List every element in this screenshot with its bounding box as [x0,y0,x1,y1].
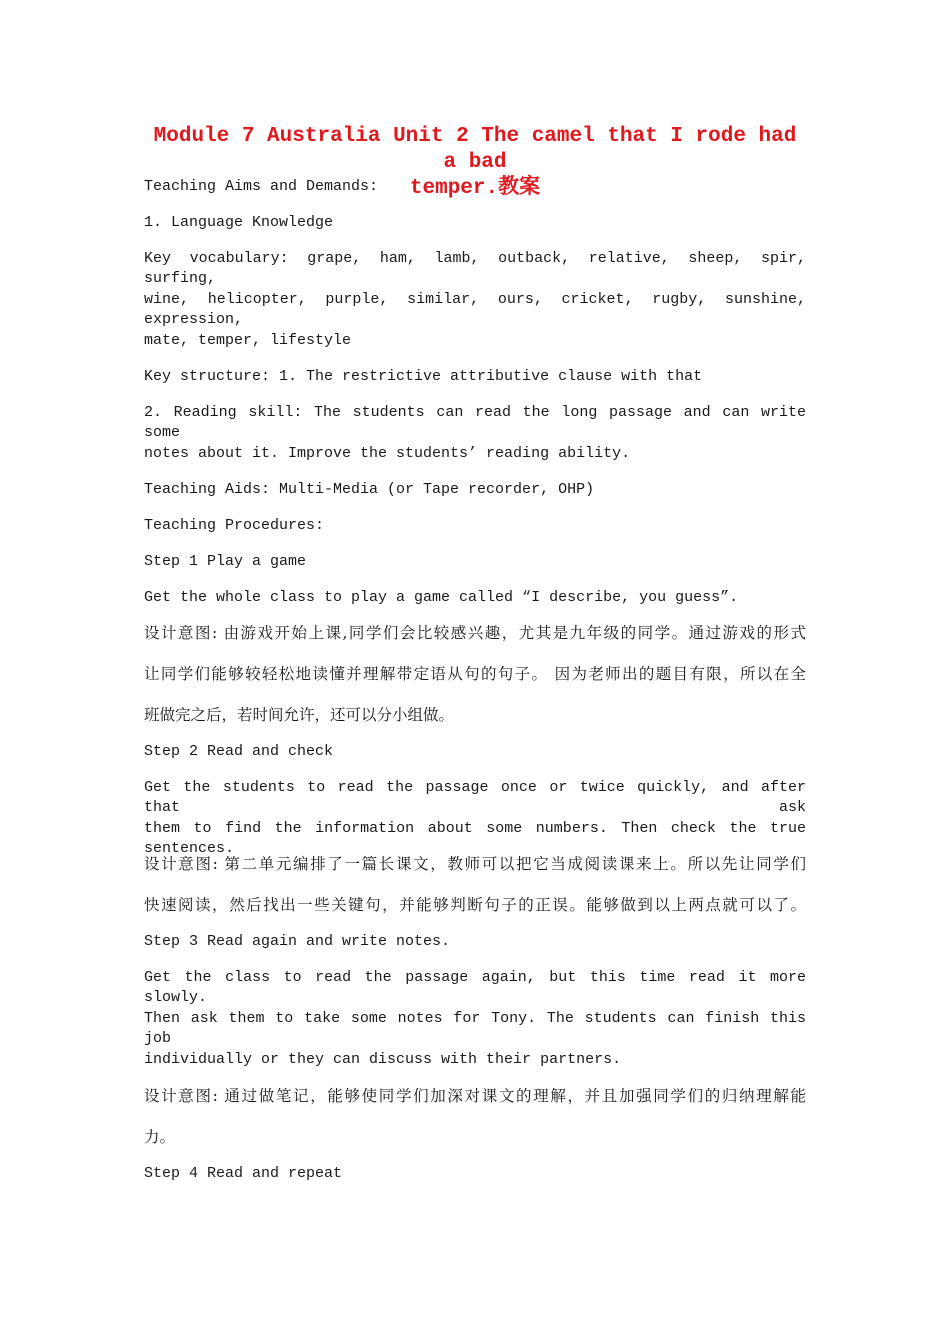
key-structure: Key structure: 1. The restrictive attributive clause with that [144,368,703,385]
design-note-3-line-2: 力。 [144,1128,176,1146]
vocabulary-line-1: Key vocabulary: grape, ham, lamb, outback, relative, sheep, spir, surfing, [144,250,806,287]
title-line-1: Module 7 Australia Unit 2 The camel that I rode had a bad [153,125,797,174]
title-line-2: temper.教案 [409,177,541,200]
step-2-heading: Step 2 Read and check [144,743,334,760]
step-3-text-line-3: individually or they can discuss with their partners. [144,1051,622,1068]
design-note-3-line-1: 设计意图: 通过做笔记，能够使同学们加深对课文的理解，并且加强同学们的归纳理解能 [144,1087,806,1105]
step-3-text-line-1: Get the class to read the passage again, but this time read it more slowly. [144,969,806,1006]
aims-heading: Teaching Aims and Demands: [144,178,379,195]
vocabulary-line-3: mate, temper, lifestyle [144,332,352,349]
design-note-1-line-2: 让同学们能够较轻松地读懂并理解带定语从句的句子。 因为老师出的题目有限，所以在全 [144,665,806,683]
procedures-heading: Teaching Procedures: [144,517,325,534]
step-1-text: Get the whole class to play a game called “I describe, you guess”. [144,589,739,606]
design-note-1-line-3: 班做完之后，若时间允许，还可以分小组做。 [144,706,455,724]
step-3-text-line-2: Then ask them to take some notes for Tony. The students can finish this job [144,1010,806,1047]
step-2-text-line-2: them to find the information about some numbers. Then check the true sentences. [144,820,806,857]
reading-skill-line-1: 2. Reading skill: The students can read the long passage and can write some [144,404,806,441]
design-note-1-line-1: 设计意图: 由游戏开始上课,同学们会比较感兴趣，尤其是九年级的同学。通过游戏的形式 [144,624,806,642]
step-3-heading: Step 3 Read again and write notes. [144,933,451,950]
language-knowledge-heading: 1. Language Knowledge [144,214,334,231]
step-2-text-line-1: Get the students to read the passage once or twice quickly, and after that ask [144,779,806,816]
reading-skill-line-2: notes about it. Improve the students’ reading ability. [144,445,631,462]
design-note-2-line-2: 快速阅读，然后找出一些关键句，并能够判断句子的正误。能够做到以上两点就可以了。 [144,896,806,914]
teaching-aids: Teaching Aids: Multi-Media (or Tape recorder, OHP) [144,481,595,498]
step-1-heading: Step 1 Play a game [144,553,307,570]
design-note-2-line-1: 设计意图: 第二单元编排了一篇长课文，教师可以把它当成阅读课来上。所以先让同学们 [144,855,806,873]
step-4-heading: Step 4 Read and repeat [144,1165,343,1182]
vocabulary-line-2: wine, helicopter, purple, similar, ours, cricket, rugby, sunshine, expression, [144,291,806,328]
